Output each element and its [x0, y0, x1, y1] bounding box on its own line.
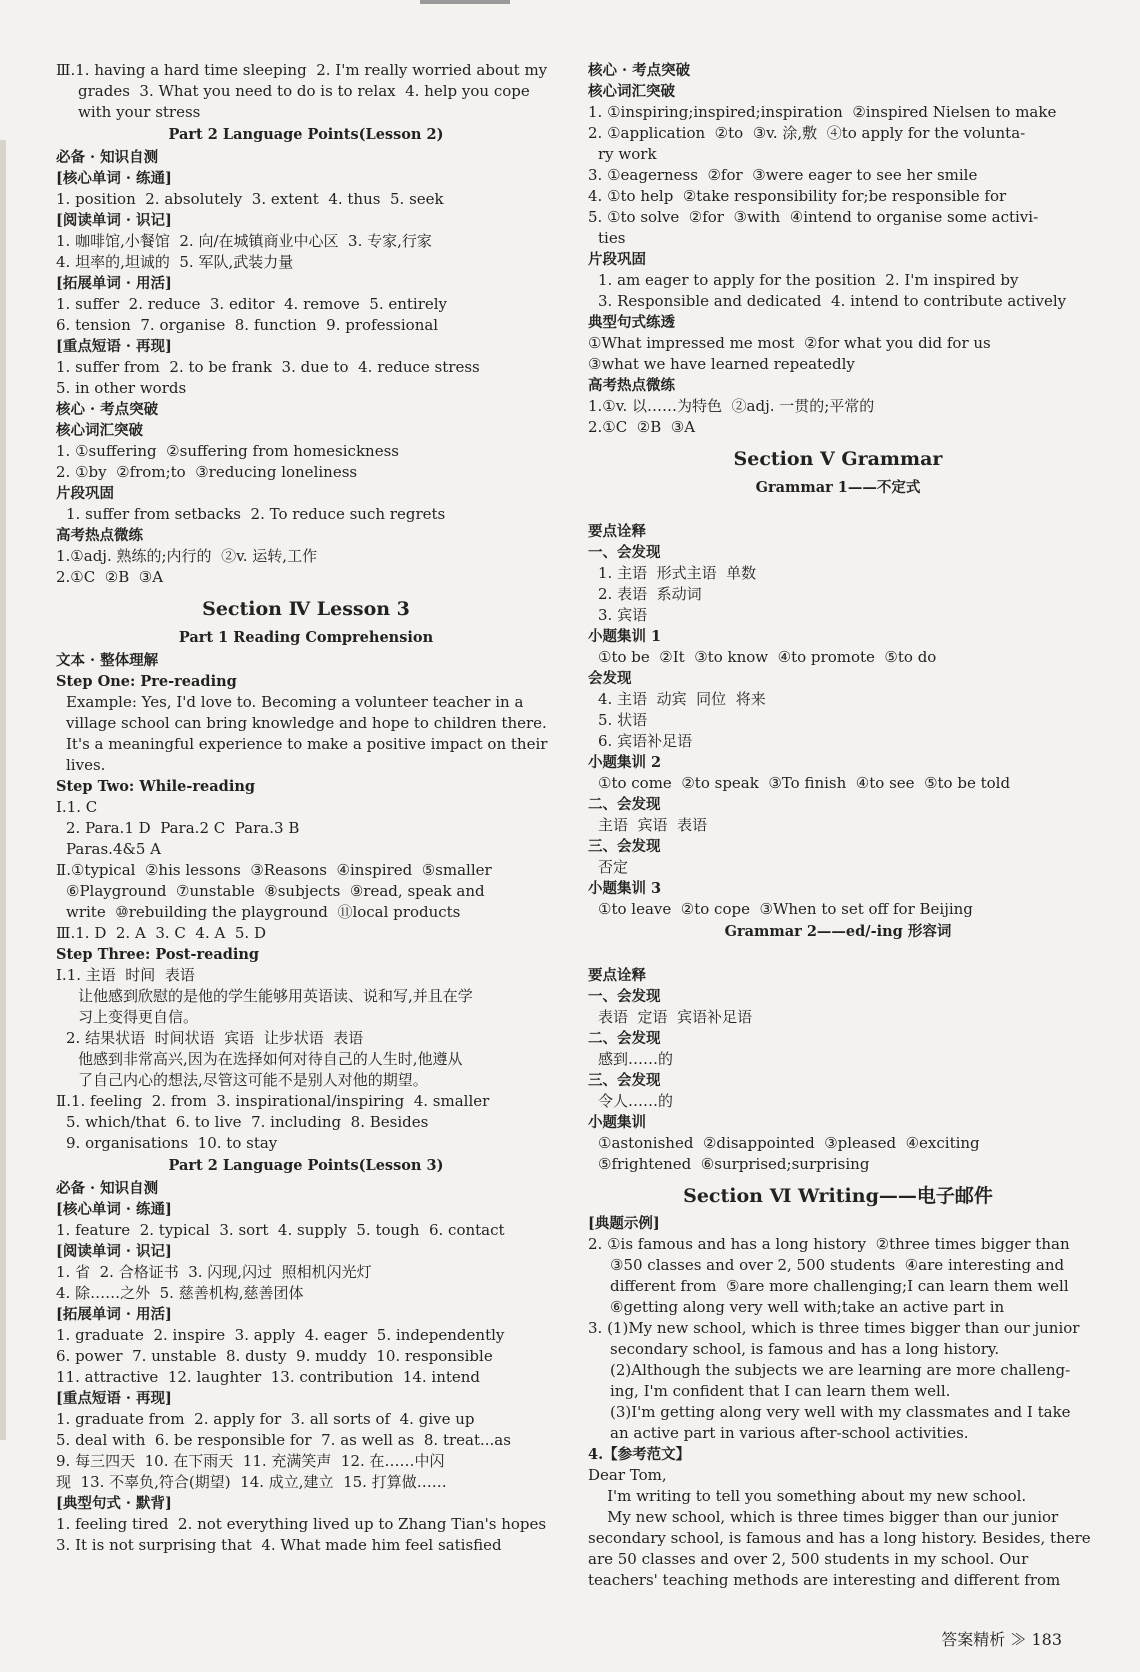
right-line: 3. (1)My new school, which is three times bigger than our junior [588, 1319, 1080, 1337]
top-mark [420, 0, 510, 4]
left-line: 1. ①suffering ②suffering from homesickness [56, 442, 399, 460]
right-line: 高考热点微练 [588, 377, 675, 394]
right-line: (2)Although the subjects we are learning are more challeng- [610, 1361, 1071, 1379]
left-line: 他感到非常高兴,因为在选择如何对待自己的人生时,他遵从 [78, 1050, 463, 1068]
right-line: (3)I'm getting along very well with my classmates and I take [610, 1403, 1071, 1421]
right-line: 6. 宾语补足语 [598, 732, 693, 750]
right-line: 感到……的 [598, 1050, 674, 1068]
right-line: different from ⑤are more challenging;I can learn them well [610, 1277, 1069, 1295]
right-line [588, 944, 1088, 965]
left-line: 文本 · 整体理解 [56, 652, 159, 669]
right-line: 二、会发现 [588, 1030, 661, 1047]
left-line: 3. It is not surprising that 4. What made him feel satisfied [56, 1536, 502, 1554]
right-line: 核心词汇突破 [588, 83, 675, 100]
right-line: 三、会发现 [588, 1072, 661, 1089]
left-line: Step One: Pre-reading [56, 673, 237, 690]
right-line: ①What impressed me most ②for what you did for us [588, 334, 991, 352]
right-line: Grammar 2——ed/-ing 形容词 [724, 923, 952, 940]
right-line: Section Ⅵ Writing——电子邮件 [683, 1185, 993, 1207]
right-line: Dear Tom, [588, 1466, 667, 1484]
right-line: 典型句式练透 [588, 314, 675, 331]
right-line: 小题集训 1 [588, 628, 662, 645]
left-line: [重点短语 · 再现] [56, 338, 172, 355]
left-line: Paras.4&5 A [66, 840, 161, 858]
right-line: 4. 主语 动宾 同位 将来 [598, 690, 766, 708]
right-line: 小题集训 3 [588, 880, 662, 897]
right-line: 片段巩固 [588, 251, 646, 268]
left-line: Part 2 Language Points(Lesson 2) [168, 126, 444, 143]
right-line: 1. ①inspiring;inspired;inspiration ②inspired Nielsen to make [588, 103, 1057, 121]
left-line: Ⅰ.1. C [56, 798, 98, 816]
left-line: [重点短语 · 再现] [56, 1390, 172, 1407]
right-line: an active part in various after-school activities. [610, 1424, 969, 1442]
left-line: 1. suffer from setbacks 2. To reduce such regrets [66, 505, 446, 523]
left-line: Ⅱ.1. feeling 2. from 3. inspirational/inspiring 4. smaller [56, 1092, 490, 1110]
left-line: It's a meaningful experience to make a positive impact on their [66, 735, 548, 753]
left-line: write ⑩rebuilding the playground ⑪local products [66, 903, 461, 921]
left-line: 现 13. 不辜负,符合(期望) 14. 成立,建立 15. 打算做…… [56, 1473, 447, 1491]
left-line: 1. suffer from 2. to be frank 3. due to 4. reduce stress [56, 358, 480, 376]
left-line: 1. graduate from 2. apply for 3. all sorts of 4. give up [56, 1410, 475, 1428]
left-line: 1. feature 2. typical 3. sort 4. supply 5. tough 6. contact [56, 1221, 505, 1239]
left-line: 6. tension 7. organise 8. function 9. professional [56, 316, 439, 334]
right-line: 令人……的 [598, 1092, 674, 1110]
left-line: village school can bring knowledge and hope to children there. [66, 714, 547, 732]
left-line: 9. 每三四天 10. 在下雨天 11. 充满笑声 12. 在……中闪 [56, 1452, 445, 1470]
left-line: 了自己内心的想法,尽管这可能不是别人对他的期望。 [78, 1071, 428, 1089]
right-line: ⑤frightened ⑥surprised;surprising [598, 1155, 870, 1173]
right-line: 2. ①application ②to ③v. 涂,敷 ④to apply for the volunta- [588, 124, 1026, 142]
right-line: 小题集训 [588, 1114, 646, 1131]
left-line: 5. which/that 6. to live 7. including 8. Besides [66, 1113, 429, 1131]
right-line: I'm writing to tell you something about my new school. [588, 1487, 1027, 1505]
left-line: 必备 · 知识自测 [56, 149, 159, 166]
left-line: Part 1 Reading Comprehension [178, 629, 434, 646]
page-number: 183 [1031, 1630, 1062, 1649]
right-line: 2. ①is famous and has a long history ②three times bigger than [588, 1235, 1070, 1253]
right-line: 小题集训 2 [588, 754, 662, 771]
right-line: 要点诠释 [588, 523, 646, 540]
right-line: 否定 [598, 858, 629, 876]
left-line: Ⅰ.1. 主语 时间 表语 [56, 966, 195, 984]
right-line [588, 500, 1088, 521]
left-line: grades 3. What you need to do is to relax 4. help you cope [78, 82, 530, 100]
left-line: 2. ①by ②from;to ③reducing loneliness [56, 463, 358, 481]
right-line: 3. ①eagerness ②for ③were eager to see her smile [588, 166, 978, 184]
right-line: ing, I'm confident that I can learn them well. [610, 1382, 951, 1400]
left-line: 1. position 2. absolutely 3. extent 4. thus 5. seek [56, 190, 444, 208]
right-line: 会发现 [588, 670, 632, 687]
right-line: My new school, which is three times bigger than our junior [588, 1508, 1059, 1526]
left-line: 4. 除……之外 5. 慈善机构,慈善团体 [56, 1284, 304, 1302]
right-line: ⑥getting along very well with;take an active part in [610, 1298, 1005, 1316]
left-line: 9. organisations 10. to stay [66, 1134, 278, 1152]
left-line: with your stress [78, 103, 201, 121]
right-line: ry work [598, 145, 657, 163]
right-line: Grammar 1——不定式 [755, 479, 921, 496]
right-line: 三、会发现 [588, 838, 661, 855]
left-line: [典型句式 · 默背] [56, 1495, 172, 1512]
right-line: 1. am eager to apply for the position 2. I'm inspired by [598, 271, 1019, 289]
right-line: ①to leave ②to cope ③When to set off for Beijing [598, 900, 973, 918]
left-line: 核心词汇突破 [56, 422, 143, 439]
left-line: [拓展单词 · 用活] [56, 1306, 172, 1323]
right-line: ③50 classes and over 2, 500 students ④are interesting and [610, 1256, 1065, 1274]
right-line: [典题示例] [588, 1215, 660, 1232]
left-line: lives. [66, 756, 106, 774]
left-line: [核心单词 · 练通] [56, 170, 172, 187]
right-line: are 50 classes and over 2, 500 students in my school. Our [588, 1550, 1029, 1568]
left-line: [阅读单词 · 识记] [56, 1243, 172, 1260]
left-line: Ⅱ.①typical ②his lessons ③Reasons ④inspired ⑤smaller [56, 861, 492, 879]
left-line: Step Three: Post-reading [56, 946, 260, 963]
right-line: 表语 定语 宾语补足语 [598, 1008, 753, 1026]
right-line: 1.①v. 以……为特色 ②adj. 一贯的;平常的 [588, 397, 875, 415]
right-line: 一、会发现 [588, 544, 661, 561]
right-line: secondary school, is famous and has a long history. [610, 1340, 1000, 1358]
page-edge-shadow [0, 140, 6, 1440]
right-line: ①astonished ②disappointed ③pleased ④exciting [598, 1134, 980, 1152]
right-line: 一、会发现 [588, 988, 661, 1005]
right-line: 3. Responsible and dedicated 4. intend to contribute actively [598, 292, 1067, 310]
left-line: Section Ⅳ Lesson 3 [202, 598, 410, 620]
right-line: ①to come ②to speak ③To finish ④to see ⑤to be told [598, 774, 1011, 792]
left-line: 1. 省 2. 合格证书 3. 闪现,闪过 照相机闪光灯 [56, 1263, 372, 1281]
page-footer [941, 1627, 1062, 1650]
right-line: Section Ⅴ Grammar [733, 448, 943, 470]
left-line: [拓展单词 · 用活] [56, 275, 172, 292]
left-line: 1. suffer 2. reduce 3. editor 4. remove 5. entirely [56, 295, 448, 313]
left-line: 核心 · 考点突破 [56, 401, 159, 418]
left-line: Step Two: While-reading [56, 778, 256, 795]
left-line: 1. 咖啡馆,小餐馆 2. 向/在城镇商业中心区 3. 专家,行家 [56, 232, 432, 250]
right-line: 5. 状语 [598, 711, 648, 729]
left-line: 片段巩固 [56, 485, 114, 502]
left-line: ⑥Playground ⑦unstable ⑧subjects ⑨read, speak and [66, 882, 485, 900]
left-line: Part 2 Language Points(Lesson 3) [168, 1157, 444, 1174]
left-line: 高考热点微练 [56, 527, 143, 544]
left-line: 5. deal with 6. be responsible for 7. as well as 8. treat...as [56, 1431, 511, 1449]
right-line: ties [598, 229, 626, 247]
left-line: [阅读单词 · 识记] [56, 212, 172, 229]
right-column [588, 60, 1091, 1591]
right-line: 二、会发现 [588, 796, 661, 813]
left-line: 习上变得更自信。 [78, 1008, 199, 1026]
left-line: 2. 结果状语 时间状语 宾语 让步状语 表语 [66, 1029, 364, 1047]
right-line: ①to be ②It ③to know ④to promote ⑤to do [598, 648, 937, 666]
right-line: 5. ①to solve ②for ③with ④intend to organise some activi- [588, 208, 1039, 226]
right-line: 4. ①to help ②take responsibility for;be responsible for [588, 187, 1007, 205]
right-line: ③what we have learned repeatedly [588, 355, 855, 373]
left-line: Ⅲ.1. D 2. A 3. C 4. A 5. D [56, 924, 266, 942]
left-line: [核心单词 · 练通] [56, 1201, 172, 1218]
right-line: 3. 宾语 [598, 606, 648, 624]
right-line: 1. 主语 形式主语 单数 [598, 564, 757, 582]
left-line: 5. in other words [56, 379, 187, 397]
right-line: 2. 表语 系动词 [598, 585, 702, 603]
right-line: 2.①C ②B ③A [588, 418, 696, 436]
left-line: 1. graduate 2. inspire 3. apply 4. eager 5. independently [56, 1326, 505, 1344]
footer-label: 答案精析 ≫ [941, 1630, 1027, 1649]
left-line: Example: Yes, I'd love to. Becoming a volunteer teacher in a [66, 693, 524, 711]
left-column [56, 60, 556, 1556]
left-line: 2.①C ②B ③A [56, 568, 164, 586]
right-line: 要点诠释 [588, 967, 646, 984]
left-line: 2. Para.1 D Para.2 C Para.3 B [66, 819, 300, 837]
right-line: 4.【参考范文】 [588, 1446, 691, 1463]
right-line: 核心 · 考点突破 [588, 62, 691, 79]
left-line: 4. 坦率的,坦诚的 5. 军队,武装力量 [56, 253, 294, 271]
left-line: 11. attractive 12. laughter 13. contribution 14. intend [56, 1368, 481, 1386]
right-line: teachers' teaching methods are interesting and different from [588, 1571, 1061, 1589]
right-line: 主语 宾语 表语 [598, 816, 708, 834]
left-line: Ⅲ.1. having a hard time sleeping 2. I'm really worried about my [56, 61, 548, 79]
right-line: secondary school, is famous and has a long history. Besides, there [588, 1529, 1091, 1547]
left-line: 必备 · 知识自测 [56, 1180, 159, 1197]
left-line: 让他感到欣慰的是他的学生能够用英语读、说和写,并且在学 [78, 987, 473, 1005]
left-line: 1.①adj. 熟练的;内行的 ②v. 运转,工作 [56, 547, 318, 565]
left-line: 1. feeling tired 2. not everything lived up to Zhang Tian's hopes [56, 1515, 547, 1533]
left-line: 6. power 7. unstable 8. dusty 9. muddy 10. responsible [56, 1347, 493, 1365]
